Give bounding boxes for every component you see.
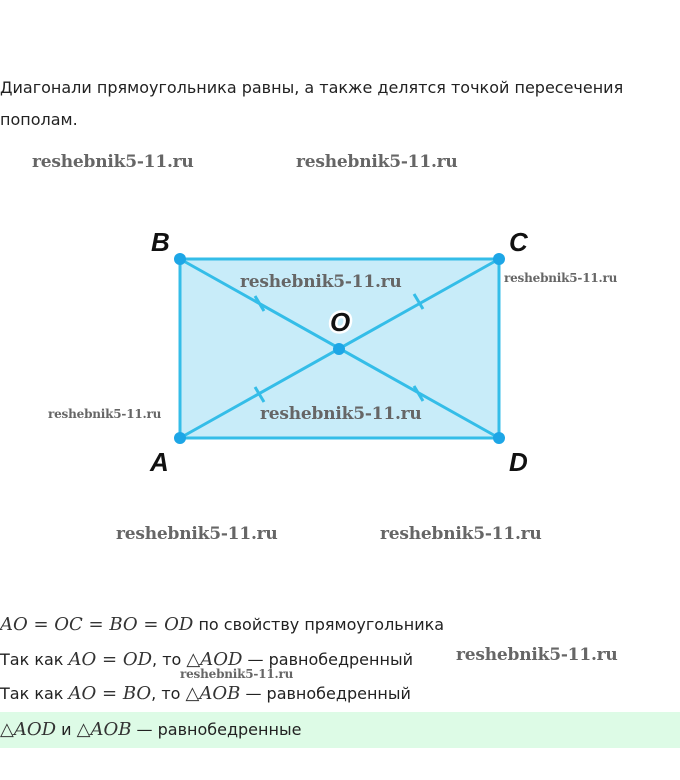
- label-c: C: [509, 227, 528, 257]
- triangle-aob: △AOB: [76, 719, 132, 740]
- label-o: O: [330, 307, 351, 337]
- watermark: reshebnik5-11.ru: [240, 272, 402, 292]
- point-a: [174, 432, 186, 444]
- watermark: reshebnik5-11.ru: [48, 407, 162, 421]
- line-text: , то: [152, 650, 187, 669]
- line-text: — равнобедренный: [242, 650, 413, 669]
- solution-line-3: [0, 677, 411, 711]
- watermark: reshebnik5-11.ru: [116, 524, 278, 544]
- watermark: reshebnik5-11.ru: [260, 404, 422, 424]
- line-text: , то: [151, 684, 186, 703]
- line-text: по свойству прямоугольника: [193, 615, 445, 634]
- math-expression: AO = OD: [68, 649, 153, 670]
- math-expression: AO = BO: [68, 683, 152, 704]
- line-text: Так как: [0, 684, 69, 703]
- conclusion-line: [0, 713, 301, 747]
- label-d: D: [509, 447, 528, 477]
- watermark: reshebnik5-11.ru: [180, 667, 294, 681]
- conclusion-box: [0, 712, 680, 748]
- intro-paragraph: Диагонали прямоугольника равны, а также делятся точкой пересечения пополам.: [0, 78, 624, 129]
- point-c: [493, 253, 505, 265]
- solution-line-1: [0, 608, 444, 642]
- watermark: reshebnik5-11.ru: [504, 271, 618, 285]
- point-b: [174, 253, 186, 265]
- triangle-aod: △AOD: [0, 719, 57, 740]
- watermark: reshebnik5-11.ru: [380, 524, 542, 544]
- triangle-aod: △AOD: [186, 649, 243, 670]
- watermark: reshebnik5-11.ru: [296, 152, 458, 172]
- watermark: reshebnik5-11.ru: [32, 152, 194, 172]
- line-text: — равнобедренные: [131, 720, 302, 739]
- line-text: Так как: [0, 650, 69, 669]
- line-text: — равнобедренный: [240, 684, 411, 703]
- triangle-aob: △AOB: [185, 683, 241, 704]
- point-o: [333, 343, 345, 355]
- point-d: [493, 432, 505, 444]
- equality-expression: AO = OC = BO = OD: [0, 614, 194, 635]
- label-a: A: [150, 447, 169, 477]
- line-text: и: [56, 720, 77, 739]
- watermark: reshebnik5-11.ru: [456, 645, 618, 665]
- label-b: B: [151, 227, 170, 257]
